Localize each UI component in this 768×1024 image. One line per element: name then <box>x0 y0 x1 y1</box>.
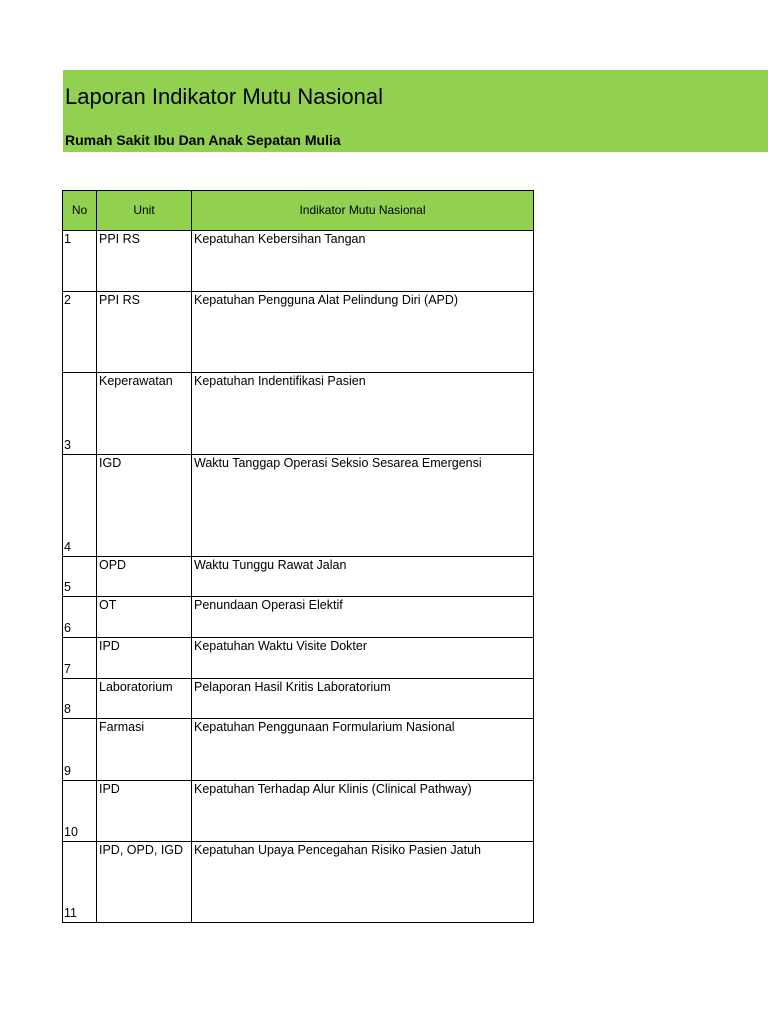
table-row <box>63 597 534 638</box>
row-number: 5 <box>63 557 97 597</box>
row-indicator: Kepatuhan Terhadap Alur Klinis (Clinical Pathway) <box>192 781 534 842</box>
row-indicator: Waktu Tanggap Operasi Seksio Sesarea Emergensi <box>192 455 534 557</box>
column-header-indicator: Indikator Mutu Nasional <box>192 191 534 231</box>
row-number: 8 <box>63 679 97 719</box>
column-header-no: No <box>63 191 97 231</box>
row-number: 1 <box>63 231 97 292</box>
row-unit: IPD <box>97 638 192 679</box>
table-row <box>63 679 534 719</box>
row-number: 11 <box>63 842 97 923</box>
row-number: 10 <box>63 781 97 842</box>
row-indicator: Waktu Tunggu Rawat Jalan <box>192 557 534 597</box>
report-subtitle: Rumah Sakit Ibu Dan Anak Sepatan Mulia <box>65 132 341 148</box>
row-number: 3 <box>63 373 97 455</box>
row-unit: PPI RS <box>97 231 192 292</box>
table-row <box>63 231 534 292</box>
row-number: 2 <box>63 292 97 373</box>
row-unit: IGD <box>97 455 192 557</box>
column-header-unit: Unit <box>97 191 192 231</box>
table-row <box>63 638 534 679</box>
row-number: 9 <box>63 719 97 781</box>
report-header-banner <box>63 70 768 152</box>
row-indicator: Kepatuhan Kebersihan Tangan <box>192 231 534 292</box>
row-unit: Keperawatan <box>97 373 192 455</box>
table-row <box>63 455 534 557</box>
row-indicator: Kepatuhan Indentifikasi Pasien <box>192 373 534 455</box>
row-unit: Farmasi <box>97 719 192 781</box>
indicator-table <box>62 190 534 923</box>
report-title: Laporan Indikator Mutu Nasional <box>65 84 383 109</box>
row-unit: OT <box>97 597 192 638</box>
table-row <box>63 781 534 842</box>
row-number: 4 <box>63 455 97 557</box>
row-indicator: Kepatuhan Upaya Pencegahan Risiko Pasien Jatuh <box>192 842 534 923</box>
table-row <box>63 719 534 781</box>
table-row <box>63 373 534 455</box>
table-header-row <box>63 191 534 231</box>
row-number: 6 <box>63 597 97 638</box>
table-row <box>63 557 534 597</box>
row-indicator: Kepatuhan Penggunaan Formularium Nasional <box>192 719 534 781</box>
row-indicator: Penundaan Operasi Elektif <box>192 597 534 638</box>
row-unit: PPI RS <box>97 292 192 373</box>
row-unit: Laboratorium <box>97 679 192 719</box>
table-row <box>63 292 534 373</box>
row-number: 7 <box>63 638 97 679</box>
table-row <box>63 842 534 923</box>
row-unit: IPD <box>97 781 192 842</box>
row-unit: OPD <box>97 557 192 597</box>
row-unit: IPD, OPD, IGD <box>97 842 192 923</box>
row-indicator: Kepatuhan Waktu Visite Dokter <box>192 638 534 679</box>
row-indicator: Kepatuhan Pengguna Alat Pelindung Diri (APD) <box>192 292 534 373</box>
row-indicator: Pelaporan Hasil Kritis Laboratorium <box>192 679 534 719</box>
